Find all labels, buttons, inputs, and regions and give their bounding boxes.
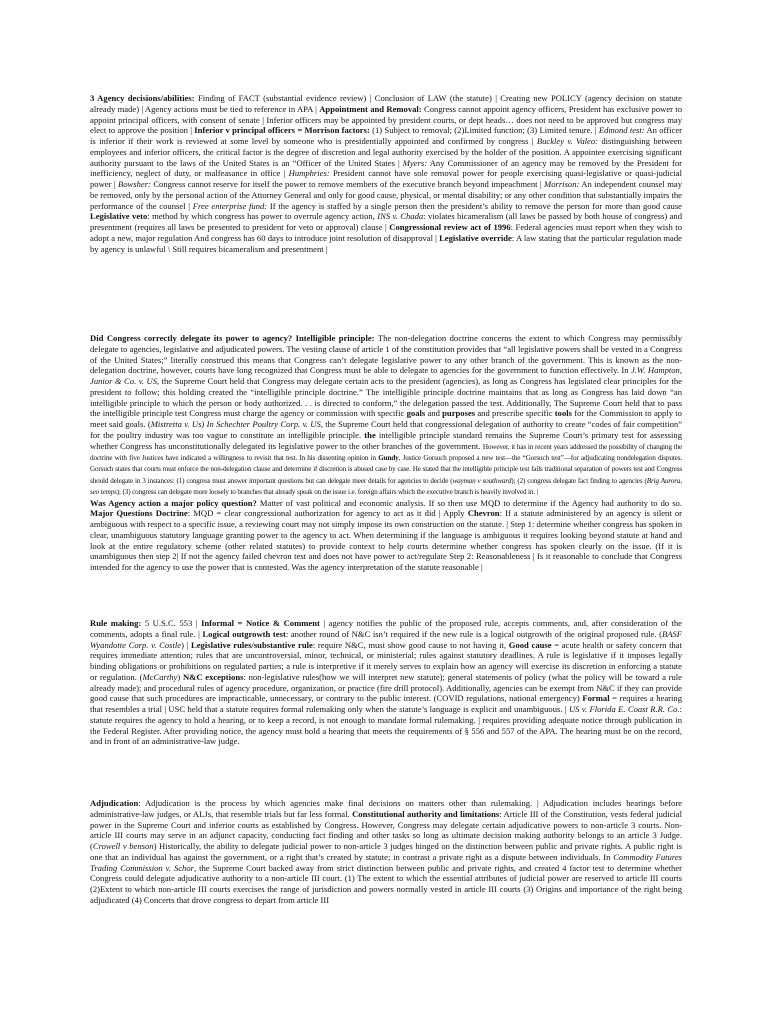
case-citation: Commodity Futures Trading Commission v. Schor: [90, 851, 682, 873]
text-run: (1) Subject to removal; (2)Limited function; (3) Limited tenure. |: [369, 125, 599, 136]
case-citation: Buckley v. Valeo:: [536, 136, 598, 146]
text-column: [90, 93, 682, 254]
text-run: President cannot have sole removal power for people exercising quasi-legislative or quasi-judicial power |: [90, 168, 682, 189]
case-citation: Brig Aurora, seo temps: [90, 476, 682, 497]
text-run: intelligible principle standard remains the Supreme Court’s primary test for assessing whether Congress has unconstitutionally delegated its legislative power to the other branches of the government.: [90, 429, 682, 451]
text-run: : method by which congress has power to overrule agency action,: [147, 211, 378, 222]
bold-term: Informal = Notice & Comment: [201, 618, 320, 628]
bold-term: Inferior v principal officers = Morrison factors:: [194, 125, 370, 136]
text-run: and prescribe specific: [475, 408, 555, 419]
bold-term: Gundy: [378, 453, 399, 462]
text-run: An independent counsel may be removed, only by the personal action of the Attorney General and only for good cause, physical, or mental disability; or any other condition that substantially impairs the performance of the counsel |: [90, 179, 683, 211]
text-run: : Adjudication is the process by which agencies make final decisions on matters other than rulemaking. | Adjudication includes hearings before administrative-law judges, or ALJs, that resemble trials but far less formal.: [90, 798, 682, 819]
case-citation: Morrison:: [544, 179, 580, 189]
text-run: ) Historically, the ability to delegate judicial power to non-article 3 judges hinged on the distinction between public and private rights. A public right is one that an individual has against the government, or a right that’s created by statute; in contrast a private right as a dispute between individuals. In: [90, 841, 682, 862]
bold-term: Was Agency action a major policy question?: [90, 497, 257, 508]
case-citation: Myers:: [402, 157, 428, 168]
case-citation: J.W. Hampton, Junior & Co. v. US: [90, 365, 682, 386]
text-run: | agency notifies the public of the proposed rule, accepts comments, and, after consideration of the comments, adopts a final rule. |: [90, 618, 682, 639]
bold-term: the: [364, 429, 376, 440]
text-run: ); (2) congress delegate fact finding to agencies (: [511, 476, 647, 485]
case-citation: Bowsher:: [117, 179, 151, 189]
text-run: Congress cannot reserve for itself the power to remove members of the executive branch beyond impeachment |: [150, 179, 545, 189]
text-run: 5 U.S.C. 553 |: [141, 618, 202, 628]
text-run: ) |: [181, 639, 191, 650]
bold-term: Appointment and Removal:: [319, 103, 422, 114]
text-column: [90, 618, 682, 747]
text-run: ): [177, 671, 183, 682]
text-run: ); (3) congress can delegate more loosely to branches that already speak on the issue i.e. foreign affairs which the executive branch is heavily involved in. |: [116, 488, 538, 497]
text-run: distinguishing between employees and inferior officers, the critical factor is the degree of discretion and legal authority exercised by the holder of the position. A appointee exercising significant authority pursuant to the laws of the United States is an “Officer of the United States |: [90, 136, 682, 168]
text-run: : another round of N&C isn’t required if the new rule is a logical outgrowth of the original proposed rule. (: [285, 628, 662, 639]
text-run: and: [425, 408, 443, 419]
paragraph-adjudication: [90, 798, 682, 906]
text-run: Finding of FACT (substantial evidence review) | Conclusion of LAW (the statute) | Creating new POLICY (agency decision on statute already made) | Agency actions must be tied to reference in APA |: [90, 93, 682, 114]
bold-term: Did Congress correctly delegate its power to agency? Intelligible principle:: [90, 333, 375, 343]
bold-term: Chevron: [467, 508, 500, 519]
case-citation: Free enterprise fund:: [192, 200, 268, 211]
text-run: However, it has in recent years addressed the possibility of changing the doctrine with five Justices have indicated a willingness to revisit that test. In his dissenting opinion in: [90, 442, 682, 462]
text-run: : non-legislative rules(how we will interpret new statute); general statements of policy (what the policy will be toward a rule already made); and procedural rules of agency procedure, organization, or practice (fire drill protocol). Additionally, agencies can be exempt from N&C if they can provide good cause that such procedures are impracticable, unnecessary, or contrary to the public interest. (COVID regulations, national emergency): [90, 671, 682, 704]
bold-term: 3 Agency decisions/abilities:: [90, 93, 195, 103]
text-run: = requires a hearing that resembles a trial | USC held that a statute requires formal rulemaking only when the statute’s language is explicit and unambiguous. |: [90, 693, 683, 714]
text-run: , the Supreme Court backed away from strict distinction between public and private rights, and created 4 factor test to determine whether Congress could delegate adjudicative authority to a non-article III court. (1) The extent to which the essential attributes of judicial power are reserved to article III courts (2)Extent to which non-article III courts exercises the range of jurisdiction and powers normally vested in article III courts (3) Origins and importance of the right being adjudicated (4) Concerts that drove congress to depart from article III: [90, 862, 682, 905]
text-run: , the Supreme Court held that Congress may delegate certain acts to the president (agencies), as long as Congress has legislated clear principles for the president to follow; this holding created the “intelligible principle doctrine.” The intelligible principle doctrine maintains that as long as Congress has laid down “an intelligible principle to which the person or body authorized. . . is directed to conform,” the delegation passed the test. Additionally, The Supreme Court held that to pass the intelligible principle test Congress must charge the agency or commission with specific: [90, 376, 682, 419]
text-run: Congress cannot appoint agency officers, President has exclusive power to appoint principal officers, with consent of senate | Inferior officers may be appointed by president courts, or dept heads… does not need to be approved but congress may elect to approve the position |: [90, 103, 682, 136]
text-column: [90, 798, 682, 906]
case-citation: BASF Wyandotte Corp. v. Costle: [90, 628, 682, 650]
case-citation: wayman v southward: [452, 476, 512, 485]
case-citation: INS v. Chada: [377, 211, 424, 222]
bold-term: Constitutional authority and limitations: [352, 808, 500, 819]
text-run: : If a statute administered by an agency is silent or ambiguous with respect to a specific issue, a reviewing court may not simply impose its own construction on the statute. | Step 1: determine whether congress has spoken in clear, unambiguous statutory language granting power to the agency to act. When determining if the language is ambiguous it requires looking beyond statute at hand and look at the entire regulatory scheme (other related statutes) to provide context to help courts determine whether congress has spoken clearly on the issue. (If it is unambiguous then step 2| If not the agency failed chevron test and does not have power to act/regulate Step 2: Reasonableness | Is it reasonable to conclude that Congress intended for the agency to use the power that is contested. Was the agency interpretation of the statute reasonable |: [90, 508, 683, 573]
case-citation: Crowell v benson: [92, 841, 154, 851]
text-run: : require N&C, must show good cause to not having it,: [312, 639, 509, 650]
case-citation: US v. Florida E. Coast R.R. Co.: [568, 704, 680, 714]
text-run: The non-delegation doctrine concerns the extent to which Congress may permissibly delegate to agencies, legislative and adjudicated powers. The vesting clause of article 1 of the constitution provides that “all legislative powers shall be vested in a Congress of the United States;” literally construed this means that Congress can’t delegate legislative power to any other branch of the government. This is known as the non-delegation doctrine, however, courts have long recognized that Congress must be able to delegate to agencies for the government to function effectively. In: [90, 333, 682, 376]
case-citation: Mistretta v. Us) In Schechter Poultry Corp. v. US: [150, 419, 321, 429]
text-run: , Justice Gorsuch proposed a new test—the “Gorsuch test”—for adjudicating nondelegation disputes. Gorsuch states that courts must enforce the non-delegation clause and determine if discretion is abused case by case. He stated that the intelligible principle test fails traditional separation of powers test and Congress should delegate in 3 instances: (1) congress must answer important questions but can delegate meer details for agencies to decide (: [90, 453, 682, 485]
case-citation: Edmond test:: [598, 125, 645, 136]
bold-term: goals: [406, 408, 426, 419]
paragraph-rule-making: [90, 618, 682, 747]
bold-term: Good cause: [508, 639, 552, 650]
case-citation: Humphries:: [288, 168, 330, 179]
text-run: : statute requires the agency to hold a hearing, or to keep a record, is not enough to mandate formal rulemaking. | requires providing adequate notice through publication in the Federal Register. After providing notice, the agency must hold a hearing that meets the requirements of § 556 and 557 of the APA. The hearing must be on the record, and in front of an administrative-law judge.: [90, 704, 683, 747]
text-run: : MQD = clear congressional authorization for agency to act as it did | Apply: [187, 508, 468, 519]
text-run: for the Commission to apply to meet said goals. (: [90, 408, 682, 429]
bold-term: Formal: [582, 693, 610, 704]
text-run: : Article III of the Constitution, vests federal judicial power in the Supreme Court and inferior courts as established by Congress. However, Congress may delegate certain adjudicative powers to non-article 3 courts. Non-article III courts may serve in an adjunct capacity, conducting fact finding and other tasks so long as ultimate decision making authority belongs to an article 3 Judge. (: [90, 808, 682, 851]
bold-term: Adjudication: [90, 798, 139, 808]
bold-term: N&C exceptions: [182, 671, 244, 682]
text-run: = acute health or safety concern that requires immediate attention; rules that are uncontroversial, minor, technical, or ministerial; rules against statutory deadlines. A rule is legislative if it imposes legally binding obligations or prohibitions on regulated parties; a rule is interpretive if it merely serves to explain how an agency will exercise its discretion in enforcing a statute or regulation. (: [90, 639, 682, 682]
text-run: , the Supreme Court held that congressional delegation of authority to create “codes of fair competition” for the poultry industry was too vague to constitute an intelligible principle.: [90, 419, 683, 440]
bold-term: Major Questions Doctrine: [90, 508, 188, 519]
text-run: If the agency is staffed by a single person then the president’s ability to remove the person for more than good cause: [267, 200, 683, 211]
bold-term: Rule making:: [90, 618, 142, 628]
paragraph-delegation: [90, 333, 682, 573]
bold-term: Legislative rules/substantive rule: [191, 639, 313, 650]
text-run: An officer is inferior if their work is reviewed at some level by someone who is presidentially appointed and confirmed by congress |: [90, 125, 682, 146]
case-citation: McCarthy: [142, 671, 178, 682]
paragraph-agency-decisions: [90, 93, 682, 254]
bold-term: tools: [554, 408, 572, 419]
bold-term: Congressional review act of 1996: [389, 222, 511, 232]
text-run: Any Commissioner of an agency may be removed by the President for inefficiency, neglect of duty, or malfeasance in office |: [90, 157, 682, 179]
text-run: : Federal agencies must report when they wish to adopt a new, major regulation And congress has 60 days to introduce joint resolution of disapproval |: [90, 222, 682, 243]
bold-term: Legislative veto: [90, 211, 148, 222]
text-run: : violates bicameralism (all laws be passed by both house of congress) and presentment (requires all laws be presented to president for veto or approval) clause |: [90, 211, 682, 232]
text-run: : A law stating that the particular regulation made by agency is unlawful \ Still requires bicameralism and presentment |: [90, 232, 682, 254]
bold-term: purposes: [442, 408, 476, 419]
bold-term: Legislative override: [439, 232, 512, 243]
text-column: [90, 333, 682, 573]
text-run: Matter of vast political and economic analysis. If so then use MQD to determine if the Agency had authority to do so.: [256, 497, 682, 508]
bold-term: Logical outgrowth test: [202, 628, 286, 639]
